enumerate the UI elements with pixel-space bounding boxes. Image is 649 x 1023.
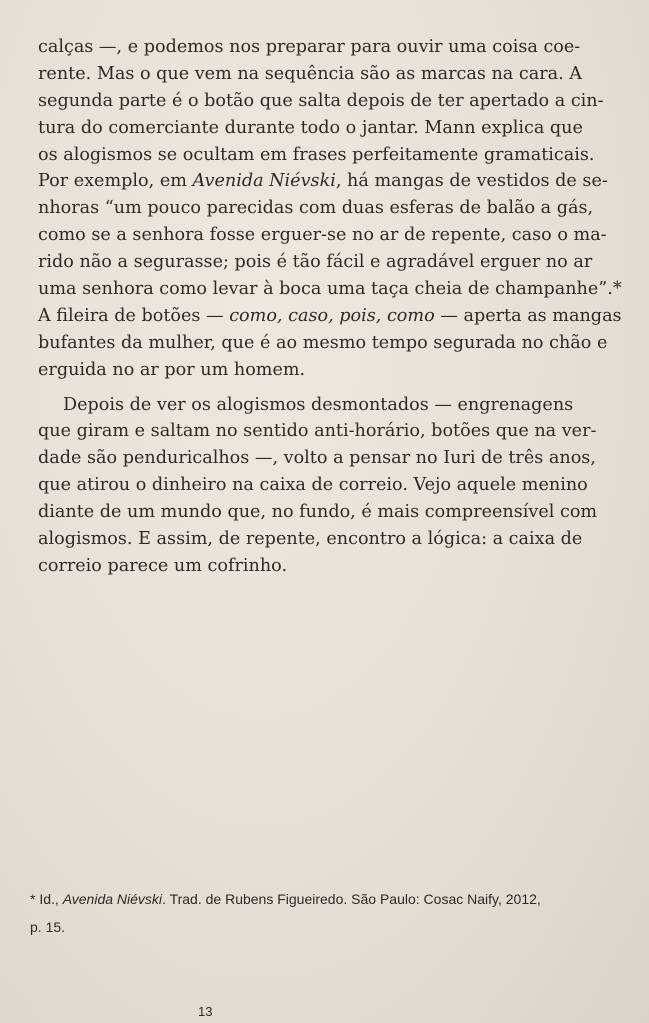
italic-title: como, caso, pois, como bbox=[229, 305, 435, 326]
italic-title: Avenida Niévski bbox=[192, 171, 336, 192]
text-line: Depois de ver os alogismos desmontados — engrenagens bbox=[63, 394, 574, 415]
text-line: uma senhora como levar à boca uma taça cheia de champanhe”.* bbox=[38, 279, 622, 300]
text-line: rente. Mas o que vem na sequência são as marcas na cara. A bbox=[38, 63, 583, 84]
text-line: dade são penduricalhos —, volto a pensar no Iuri de três anos, bbox=[38, 448, 596, 469]
paragraph-2 bbox=[38, 392, 598, 580]
page-number: 13 bbox=[198, 1004, 213, 1019]
footnote-line-2: p. 15. bbox=[30, 919, 66, 935]
text-line: rido não a segurasse; pois é tão fácil e agradável erguer no ar bbox=[38, 252, 593, 273]
text-line: A fileira de botões — como, caso, pois, como — aperta as mangas bbox=[38, 305, 622, 326]
text-line: que giram e saltam no sentido anti-horário, botões que na ver- bbox=[38, 421, 597, 442]
text-line: calças —, e podemos nos preparar para ouvir uma coisa coe- bbox=[38, 37, 581, 57]
text-line: Por exemplo, em Avenida Niévski, há mangas de vestidos de se- bbox=[38, 171, 608, 192]
text-line: nhoras “um pouco parecidas com duas esferas de balão a gás, bbox=[38, 198, 594, 219]
text-line: que atirou o dinheiro na caixa de correio. Vejo aquele menino bbox=[38, 475, 588, 496]
paragraph-1 bbox=[38, 34, 622, 384]
body-text bbox=[38, 34, 622, 580]
text-line: correio parece um cofrinho. bbox=[38, 555, 288, 576]
text-line: bufantes da mulher, que é ao mesmo tempo segurada no chão e bbox=[38, 332, 608, 353]
text-line: diante de um mundo que, no fundo, é mais compreensível com bbox=[38, 502, 598, 523]
text-line: alogismos. E assim, de repente, encontro a lógica: a caixa de bbox=[38, 529, 583, 550]
text-line: tura do comerciante durante todo o jantar. Mann explica que bbox=[38, 117, 583, 138]
italic-title: Avenida Niévski bbox=[62, 891, 163, 907]
text-line: erguida no ar por um homem. bbox=[38, 359, 306, 380]
footnote bbox=[30, 885, 600, 941]
footnote-line-1: * Id., Avenida Niévski. Trad. de Rubens Figueiredo. São Paulo: Cosac Naify, 2012, bbox=[30, 891, 541, 907]
text-line: os alogismos se ocultam em frases perfeitamente gramaticais. bbox=[38, 144, 595, 165]
text-line: como se a senhora fosse erguer-se no ar de repente, caso o ma- bbox=[38, 225, 607, 246]
text-line: segunda parte é o botão que salta depois de ter apertado a cin- bbox=[38, 90, 604, 111]
paragraph-gap bbox=[38, 384, 588, 392]
